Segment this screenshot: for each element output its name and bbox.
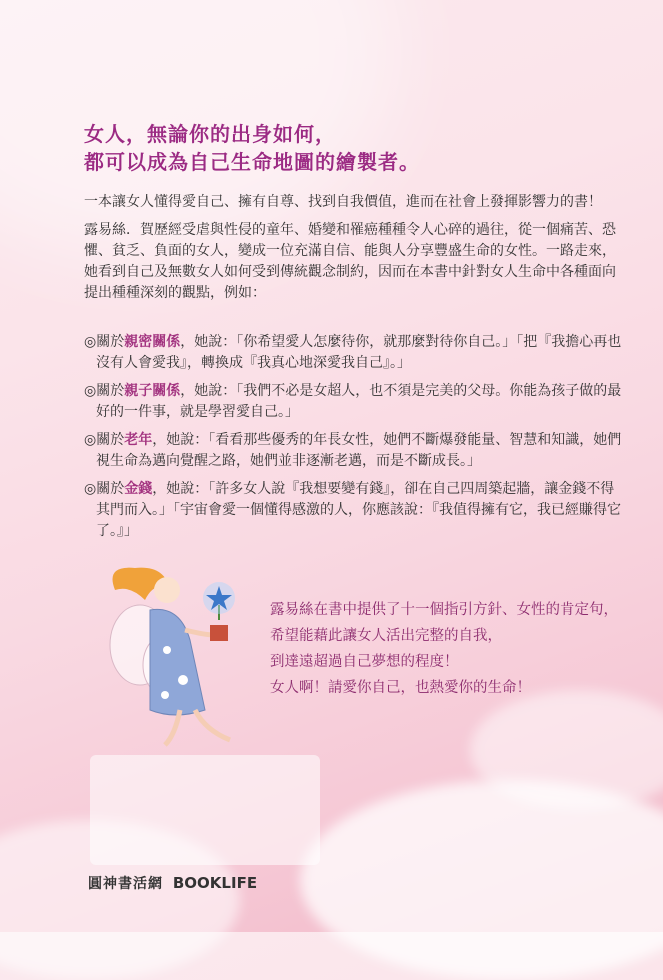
list-item xyxy=(84,332,624,374)
cloud-decoration xyxy=(300,780,663,980)
bullet-keyword: 老年 xyxy=(124,432,153,448)
list-item xyxy=(84,430,624,472)
bullet-prefix: ◎關於 xyxy=(84,481,125,497)
bullet-prefix: ◎關於 xyxy=(84,383,125,399)
quote-line: 到達遠超過自己夢想的程度！ xyxy=(270,654,459,670)
pale-panel xyxy=(90,755,320,865)
quote-block xyxy=(270,597,630,701)
bullet-keyword: 親子關係 xyxy=(124,383,181,399)
page-heading xyxy=(84,120,604,176)
bullet-text: ，她說：「我們不必是女超人，也不須是完美的父母。你能為孩子做的最好的一件事，就是學習愛自己。」 xyxy=(96,383,622,420)
quote-line: 露易絲在書中提供了十一個指引方針、女性的肯定句， xyxy=(270,602,618,618)
bullet-prefix: ◎關於 xyxy=(84,334,125,350)
bullet-keyword: 親密關係 xyxy=(124,334,181,350)
publisher-name: 圓神書活網 xyxy=(88,876,163,892)
bullet-text: ，她說：「你希望愛人怎麼待你，就那麼對待你自己。」「把『我擔心再也沒有人會愛我』，轉換成『我真心地深愛我自己』。」 xyxy=(96,334,622,371)
bullet-prefix: ◎關於 xyxy=(84,432,125,448)
bullet-text: ，她說：「看看那些優秀的年長女性，她們不斷爆發能量、智慧和知識，她們視生命為邁向覺醒之路，她們並非逐漸老邁，而是不斷成長。」 xyxy=(96,432,622,469)
heading-line-2: 都可以成為自己生命地圖的繪製者。 xyxy=(84,150,420,174)
list-item xyxy=(84,479,624,542)
list-item xyxy=(84,381,624,423)
description-paragraph: 露易絲．賀歷經受虐與性侵的童年、婚變和罹癌種種令人心碎的過往，從一個痛苦、恐懼、貧乏、負面的女人，變成一位充滿自信、能與人分享豐盛生命的女性。一路走來，她看到自己及無數女人如何受到傳統觀念制約，因而在本書中針對女人生命中各種面向提出種種深刻的觀點，例如： xyxy=(84,222,616,301)
footer-publisher xyxy=(88,873,257,893)
fairy-illustration xyxy=(95,560,270,760)
bullet-keyword: 金錢 xyxy=(124,481,153,497)
heading-line-1: 女人，無論你的出身如何， xyxy=(84,122,336,146)
quote-line: 女人啊！請愛你自己，也熱愛你的生命！ xyxy=(270,680,531,696)
bullet-text: ，她說：「許多女人說『我想要變有錢』，卻在自己四周築起牆，讓金錢不得其門而入。」「宇宙會愛一個懂得感激的人，你應該說：『我值得擁有它，我已經賺得它了。』」 xyxy=(96,481,621,539)
intro-paragraph: 一本讓女人懂得愛自己、擁有自尊、找到自我價值，進而在社會上發揮影響力的書！ xyxy=(84,194,602,210)
brand-logo: BOOKLIFE xyxy=(172,874,258,892)
bullet-list xyxy=(84,332,624,549)
quote-line: 希望能藉此讓女人活出完整的自我， xyxy=(270,628,502,644)
